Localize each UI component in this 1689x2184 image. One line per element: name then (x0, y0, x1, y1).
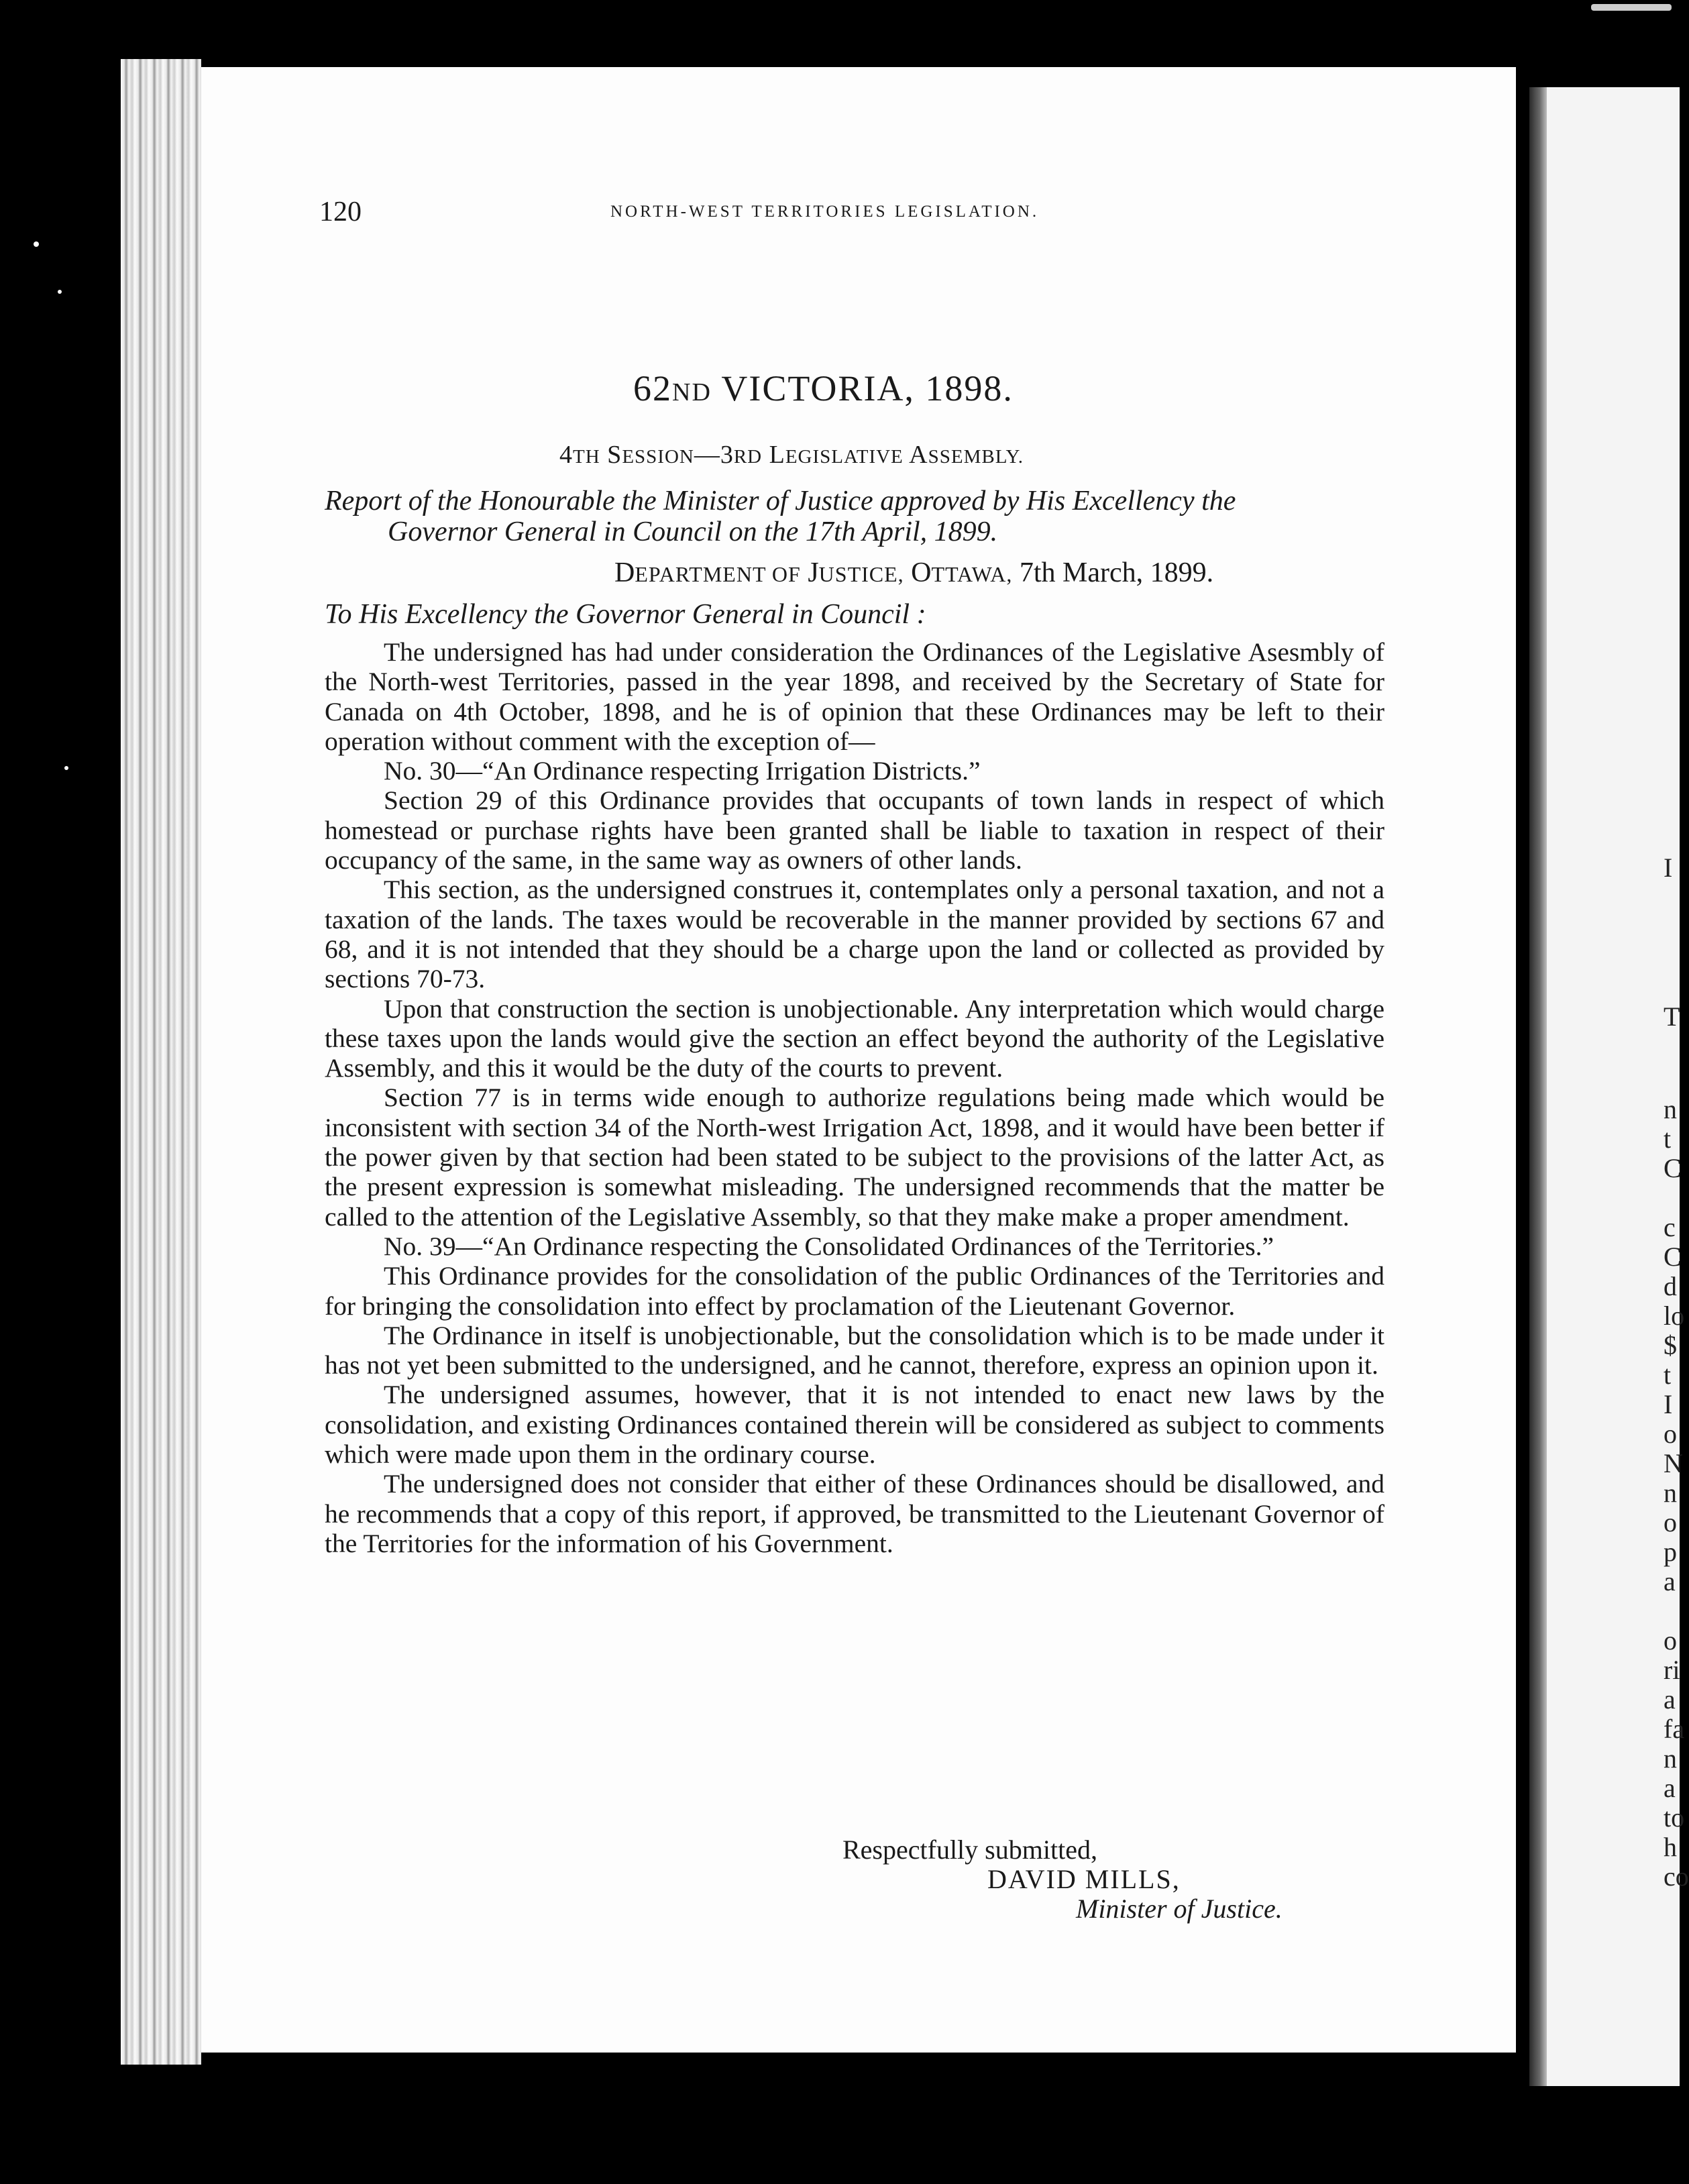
session-part: RD (733, 446, 763, 468)
session-part: SSEMBLY. (928, 446, 1024, 468)
scan-speck (34, 241, 39, 247)
facing-page-fragment: to (1664, 1802, 1685, 1833)
facing-page-fragment: h (1664, 1832, 1677, 1862)
facing-page-fragment: d (1664, 1271, 1677, 1301)
body-paragraph: The undersigned does not consider that either of these Ordinances should be disallowed, and he recommends that a copy of this report, if approved, be transmitted to the Lieutenant Governor of the Territories for the information of his Government. (325, 1469, 1384, 1558)
title-main: VICTORIA, 1898. (721, 368, 1014, 408)
facing-page-fragment: T (1664, 1001, 1680, 1032)
facing-page (1529, 87, 1689, 2086)
body-paragraph: Upon that construction the section is unobjectionable. Any interpretation which would charge these taxes upon the lands would give the section an effect beyond the authority of the Legislative Assembly, and this it would be the duty of the courts to prevent. (325, 993, 1384, 1083)
session-part: S (607, 441, 622, 469)
dept-part: J (808, 557, 819, 588)
facing-page-fragment: a (1664, 1684, 1676, 1714)
dept-part: EPARTMENT OF (635, 562, 801, 586)
facing-page-fragment: a (1664, 1566, 1676, 1596)
title-ordinal: 62 (633, 368, 672, 408)
report-line: Report of the Honourable the Minister of Justice approved by His Excellency the (325, 486, 1236, 516)
facing-page-fragment: o (1664, 1419, 1677, 1449)
facing-page-fragment: t (1664, 1124, 1672, 1154)
report-heading (325, 486, 1384, 547)
running-head: NORTH-WEST TERRITORIES LEGISLATION. (610, 203, 1040, 221)
session-line (559, 440, 1024, 470)
body-paragraph: Section 29 of this Ordinance provides that occupants of town lands in respect of which homestead or purchase rights have been granted shall be liable to taxation in respect of their occupancy of the same, in the same way as owners of other lands. (325, 785, 1384, 875)
session-part: — (694, 441, 720, 469)
book-spine (1529, 87, 1547, 2086)
body-paragraph: The Ordinance in itself is unobjectionable, but the consolidation which is to be made under it has not yet been submitted to the undersigned, and he cannot, therefore, express an opinion upon it. (325, 1320, 1384, 1380)
facing-page-fragment: lo (1664, 1301, 1685, 1331)
session-part: L (769, 441, 785, 469)
report-line: Governor General in Council on the 17th April, 1899. (388, 516, 998, 547)
scan-speck (1591, 4, 1672, 11)
page-number: 120 (319, 197, 362, 227)
session-part: 4 (559, 441, 573, 469)
dept-date: 7th March, 1899. (1019, 557, 1214, 588)
facing-page-fragment: fa (1664, 1714, 1685, 1744)
facing-page-fragment: I (1664, 1389, 1673, 1419)
scan-speck (64, 766, 68, 770)
facing-page-fragment: o (1664, 1507, 1677, 1537)
body-paragraph: This Ordinance provides for the consolidation of the public Ordinances of the Territories and for bringing the consolidation into effect by proclamation of the Lieutenant Governor. (325, 1261, 1384, 1321)
facing-page-fragment: o (1664, 1625, 1677, 1655)
book-page-edges (121, 59, 201, 2065)
department-line (614, 557, 1213, 589)
facing-page-fragment: C (1664, 1242, 1682, 1272)
signatory-title: Minister of Justice. (1076, 1894, 1283, 1924)
facing-page-fragment: n (1664, 1094, 1677, 1124)
body-paragraph: Section 77 is in terms wide enough to authorize regulations being made which would be inconsistent with section 34 of the North-west Irrigation Act, 1898, and it would have been better if the power given by that section had been stated to be subject to the provisions of the latter Act, as the present expression is somewhat misleading. The undersigned recommends that the matter be called to the attention of the Legislative Assembly, so that they make make a proper amendment. (325, 1083, 1384, 1232)
body-paragraph: This section, as the undersigned construes it, contemplates only a personal taxation, and not a taxation of the lands. The taxes would be recoverable in the manner provided by sections 67 and 68, and it is not intended that they should be a charge upon the land or collected as provided by sections 70-73. (325, 875, 1384, 994)
body-paragraph: The undersigned has had under consideration the Ordinances of the Legislative Asesmbly of the North-west Territories, passed in the year 1898, and received by the Secretary of State for Canada on 4th October, 1898, and he is of opinion that these Ordinances may be left to their operation without comment with the exception of— (325, 637, 1384, 756)
dept-part: D (614, 557, 635, 588)
facing-page-fragment: N (1664, 1448, 1683, 1478)
session-part: EGISLATIVE (785, 446, 904, 468)
facing-page-fragment: n (1664, 1478, 1677, 1508)
facing-page-fragment: I (1664, 853, 1673, 883)
page-title (633, 368, 1014, 409)
ordinance-heading: No. 30—“An Ordinance respecting Irrigation Districts.” (384, 756, 981, 786)
session-part: 3 (720, 441, 734, 469)
facing-page-fragment: a (1664, 1773, 1676, 1803)
session-part: ESSION (622, 446, 694, 468)
closing: Respectfully submitted, (842, 1835, 1097, 1865)
facing-page-fragment: n (1664, 1743, 1677, 1773)
session-part: TH (573, 446, 600, 468)
facing-page-fragment: t (1664, 1360, 1672, 1390)
report-body (325, 637, 1384, 1558)
scan-speck (58, 290, 62, 294)
ordinance-heading: No. 39—“An Ordinance respecting the Consolidated Ordinances of the Territories.” (384, 1231, 1274, 1261)
signatory-name: DAVID MILLS, (987, 1864, 1181, 1894)
facing-page-fragment: p (1664, 1537, 1677, 1567)
facing-page-fragment: co (1664, 1861, 1689, 1892)
facing-page-fragment: $ (1664, 1330, 1677, 1360)
dept-part: USTICE, (818, 562, 904, 586)
session-part: A (909, 441, 928, 469)
facing-page-fragment: C (1664, 1153, 1682, 1183)
facing-page-fragment: c (1664, 1212, 1676, 1242)
salutation: To His Excellency the Governor General in Council : (325, 599, 926, 630)
dept-part: TTAWA, (931, 562, 1013, 586)
dept-part: O (911, 557, 932, 588)
title-ordinal-suffix: ND (672, 378, 712, 406)
body-paragraph: The undersigned assumes, however, that it is not intended to enact new laws by the consolidation, and existing Ordinances contained therein will be considered as subject to comments which were made upon them in the ordinary course. (325, 1380, 1384, 1470)
facing-page-fragment: ri (1664, 1655, 1680, 1685)
